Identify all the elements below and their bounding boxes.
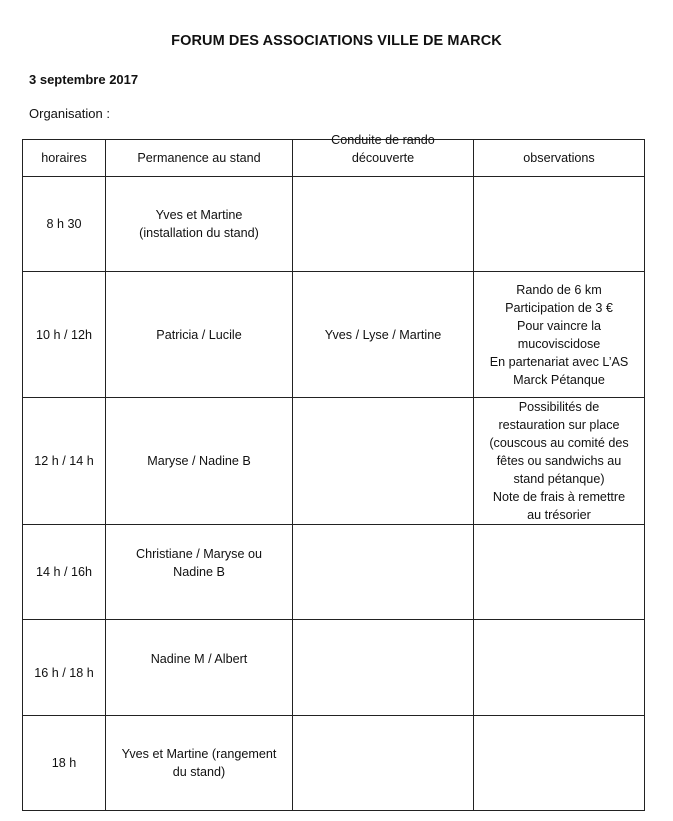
observation-line: mucoviscidose	[517, 336, 601, 351]
header-horaires: horaires	[23, 140, 106, 177]
observations-cell	[474, 716, 645, 811]
conduite-cell	[293, 398, 474, 525]
permanence-line: Yves et Martine (rangement	[121, 747, 277, 761]
table-row	[23, 620, 645, 716]
conduite-cell	[293, 177, 474, 272]
conduite-cell: Yves / Lyse / Martine	[293, 272, 474, 398]
permanence-cell	[106, 525, 293, 620]
permanence-cell	[106, 620, 293, 716]
permanence-cell: Maryse / Nadine B	[106, 398, 293, 525]
header-conduite	[293, 133, 474, 177]
time-cell: 14 h / 16h	[23, 525, 106, 620]
header-observations: observations	[474, 140, 645, 177]
permanence-line: Nadine B	[173, 565, 225, 579]
observation-line: Rando de 6 km	[516, 282, 602, 297]
table-row	[23, 398, 645, 525]
permanence-line: (installation du stand)	[139, 226, 259, 240]
table-row	[23, 177, 645, 272]
time-cell: 12 h / 14 h	[23, 398, 106, 525]
conduite-cell	[293, 620, 474, 716]
observations-cell	[474, 620, 645, 716]
table-row	[23, 716, 645, 811]
observation-line: Pour vaincre la	[517, 318, 601, 333]
table-header-row	[23, 140, 645, 177]
permanence-line: Christiane / Maryse ou	[136, 547, 262, 561]
observations-cell	[474, 272, 645, 398]
organisation-label: Organisation :	[29, 106, 110, 121]
table-row	[23, 525, 645, 620]
permanence-cell: Patricia / Lucile	[106, 272, 293, 398]
observation-line: fêtes ou sandwichs au	[496, 454, 622, 468]
permanence-cell	[106, 716, 293, 811]
time-cell: 10 h / 12h	[23, 272, 106, 398]
observation-line: Participation de 3 €	[505, 300, 613, 315]
header-permanence: Permanence au stand	[106, 140, 293, 177]
permanence-line: Nadine M / Albert	[150, 651, 248, 666]
schedule-table	[22, 133, 645, 811]
header-conduite-line: Conduite de rando	[331, 133, 435, 147]
observation-line: au trésorier	[527, 508, 591, 522]
permanence-line: du stand)	[172, 765, 226, 779]
observation-line: Possibilités de	[518, 400, 600, 414]
observation-line: Marck Pétanque	[513, 372, 605, 387]
table-row	[23, 272, 645, 398]
observations-cell	[474, 398, 645, 525]
header-conduite-line: découverte	[351, 151, 415, 165]
time-label: 16 h / 18 h	[34, 665, 94, 680]
time-cell	[23, 620, 106, 716]
observations-cell	[474, 177, 645, 272]
permanence-cell	[106, 177, 293, 272]
document-title: FORUM DES ASSOCIATIONS VILLE DE MARCK	[171, 33, 502, 49]
time-cell: 18 h	[23, 716, 106, 811]
observation-line: (couscous au comité des	[489, 436, 629, 450]
observation-line: Note de frais à remettre	[492, 490, 626, 504]
observations-cell	[474, 525, 645, 620]
observation-line: restauration sur place	[498, 418, 620, 432]
observation-line: En partenariat avec L’AS	[489, 354, 629, 369]
time-cell: 8 h 30	[23, 177, 106, 272]
conduite-cell	[293, 525, 474, 620]
event-date: 3 septembre 2017	[29, 72, 139, 87]
permanence-line: Yves et Martine	[155, 208, 243, 222]
conduite-cell	[293, 716, 474, 811]
observation-line: stand pétanque)	[513, 472, 605, 486]
